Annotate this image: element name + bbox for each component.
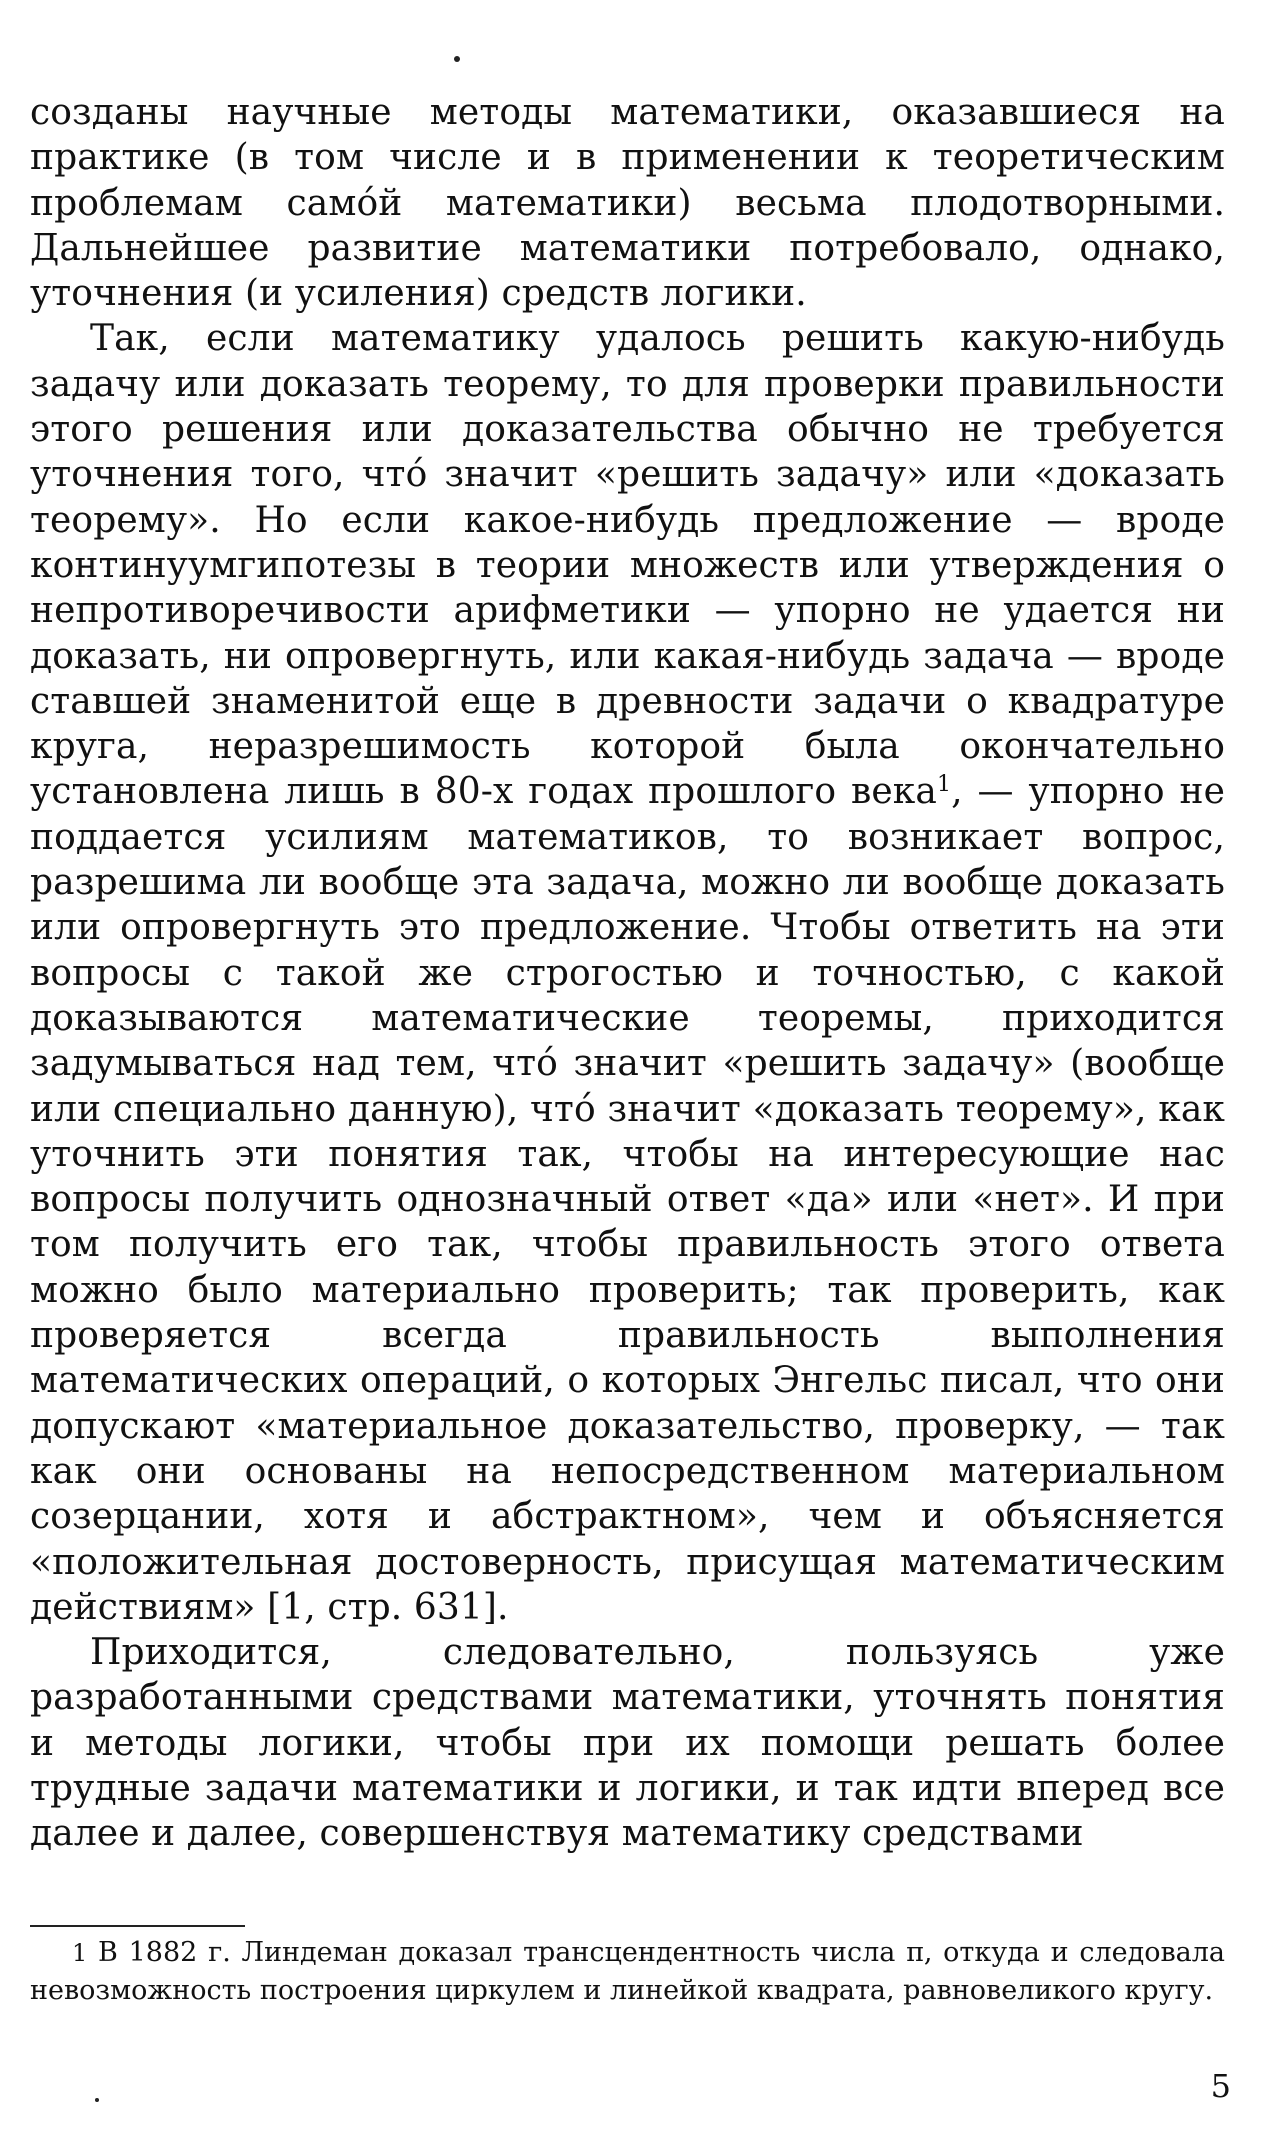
paragraph-2-text-a: Так, если математику удалось решить какую-нибудь задачу или доказать теорему, то для проверки правильности этого решения или доказательства обычно не требуется уточнения того, чтó значит «решить задачу» или «доказать теорему». Но если какое-нибудь предложение — вроде континуумгипотезы в теории множеств или утверждения о непротиворечивости арифметики — упорно не удается ни доказать, ни опровергнуть, или какая-нибудь задача — вроде ставшей знаменитой еще в древности задачи о квадратуре круга, неразрешимость которой была окончательно установлена лишь в 80-х годах прошлого века [30, 318, 1225, 813]
top-speck [454, 56, 460, 62]
page-number: 5 [1210, 2067, 1231, 2105]
footnote-divider [30, 1925, 245, 1927]
bottom-speck [95, 2098, 99, 2102]
footnote-text: В 1882 г. Линдеман доказал трансцендентность числа π, откуда и следовала невозможность построения циркулем и линейкой квадрата, равновеликого кругу. [30, 1937, 1225, 2006]
paragraph-3-text: Приходится, следовательно, пользуясь уже разработанными средствами математики, уточнять понятия и методы логики, чтобы при их помощи решать более трудные задачи математики и логики, и так идти вперед все далее и далее, совершенствуя математику средствами [30, 1632, 1225, 1855]
paragraph-1 [30, 90, 1225, 316]
footnote-reference: 1 [936, 772, 952, 798]
footnote [30, 1934, 1225, 2009]
paragraph-3 [30, 1630, 1225, 1856]
footnote-mark: 1 [72, 1939, 88, 1967]
paragraph-2-text-b: , — упорно не поддается усилиям математиков, то возникает вопрос, разрешима ли вообще эта задача, можно ли вообще доказать или опровергнуть это предложение. Чтобы ответить на эти вопросы с такой же строгостью и точностью, с какой доказываются математические теоремы, приходится задумываться над тем, чтó значит «решить задачу» (вообще или специально данную), чтó значит «доказать теорему», как уточнить эти понятия так, чтобы на интересующие нас вопросы получить однозначный ответ «да» или «нет». И при том получить его так, чтобы правильность этого ответа можно было материально проверить; так проверить, как проверяется всегда правильность выполнения математических операций, о которых Энгельс писал, что они допускают «материальное доказательство, проверку, — так как они основаны на непосредственном материальном созерцании, хотя и абстрактном», чем и объясняется «положительная достоверность, присущая математическим действиям» [1, стр. 631]. [30, 771, 1225, 1628]
paragraph-2 [30, 316, 1225, 1630]
paragraph-1-text: созданы научные методы математики, оказавшиеся на практике (в том числе и в применении к теоретическим проблемам самóй математики) весьма плодотворными. Дальнейшее развитие математики потребовало, однако, уточнения (и усиления) средств логики. [30, 92, 1225, 315]
main-text [30, 90, 1225, 1857]
